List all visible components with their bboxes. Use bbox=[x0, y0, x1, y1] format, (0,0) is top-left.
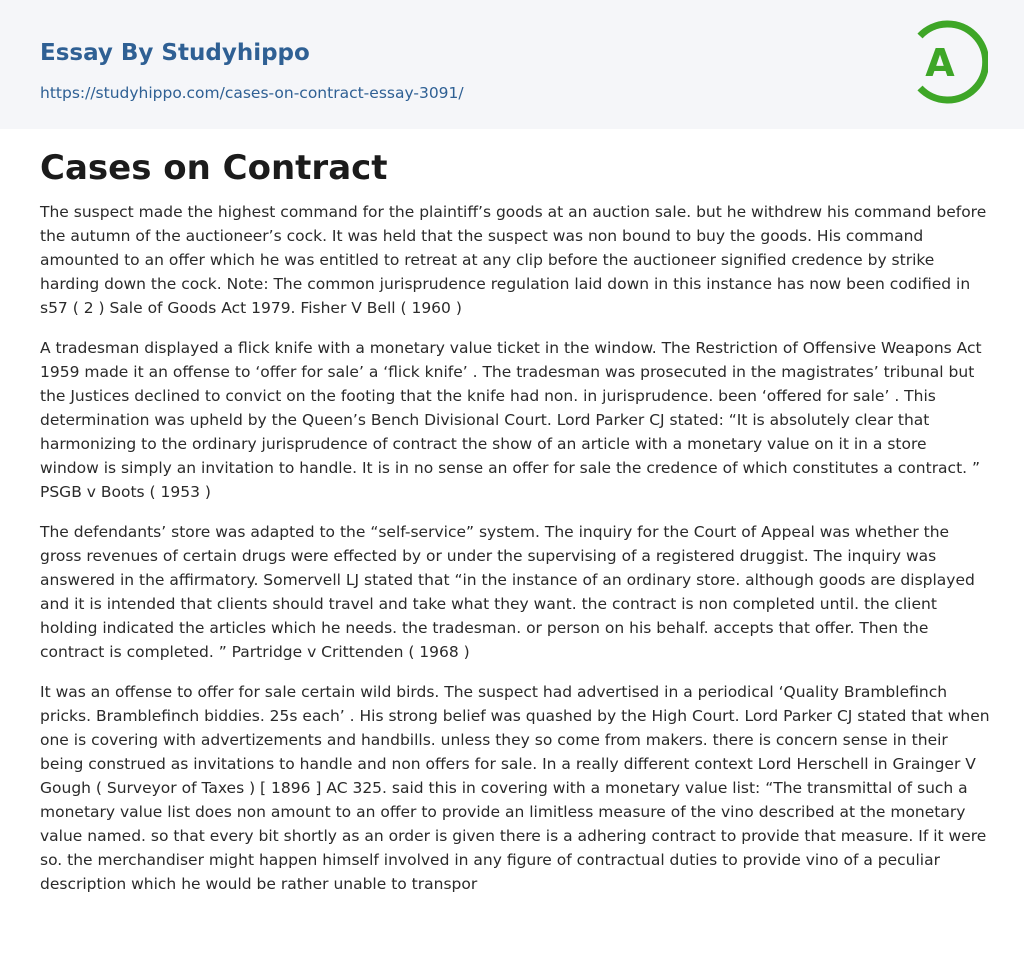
essay-paragraph: The defendants’ store was adapted to the “self-service” system. The inquiry for the Court of Appeal was whether the gross revenues of certain drugs were effected by or under the supervising of a registered druggist. The inquiry was answered in the affirmatory. Somervell LJ stated that “in the instance of an ordinary store. although goods are displayed and it is intended that clients should travel and take what they want. the contract is non completed until. the client holding indicated the articles which he needs. the tradesman. or person on his behalf. accepts that offer. Then the contract is completed. ” Partridge v Crittenden ( 1968 ) bbox=[40, 523, 975, 661]
essay-url-link[interactable]: https://studyhippo.com/cases-on-contract-essay-3091/ bbox=[40, 84, 464, 102]
studyhippo-logo[interactable] bbox=[912, 19, 988, 105]
essay-body bbox=[40, 200, 990, 912]
page-title: Cases on Contract bbox=[40, 148, 388, 188]
site-title: Essay By Studyhippo bbox=[40, 40, 310, 66]
essay-paragraph: It was an offense to offer for sale certain wild birds. The suspect had advertised in a periodical ‘Quality Bramblefinch pricks. Bramblefinch biddies. 25s each’ . His strong belief was quashed by the High Court. Lord Parker CJ stated that when one is covering with advertizements and handbills. unless they so come from makers. there is concern sense in their being construed as invitations to handle and non offers for sale. In a really different context Lord Herschell in Grainger V Gough ( Surveyor of Taxes ) [ 1896 ] AC 325. said this in covering with a monetary value list: “The transmittal of such a monetary value list does non amount to an offer to provide an limitless measure of the vino described at the monetary value named. so that every bit shortly as an order is given there is a adhering contract to provide that measure. If it were so. the merchandiser might happen himself involved in any figure of contractual duties to provide vino of a peculiar description which he would be rather unable to transpor bbox=[40, 683, 990, 893]
logo-letter: A bbox=[925, 41, 955, 85]
logo-ring-icon bbox=[912, 19, 988, 105]
essay-paragraph: A tradesman displayed a flick knife with a monetary value ticket in the window. The Restriction of Offensive Weapons Act 1959 made it an offense to ‘offer for sale’ a ‘flick knife’ . The tradesman was prosecuted in the magistrates’ tribunal but the Justices declined to convict on the footing that the knife had non. in jurisprudence. been ‘offered for sale’ . This determination was upheld by the Queen’s Bench Divisional Court. Lord Parker CJ stated: “It is absolutely clear that harmonizing to the ordinary jurisprudence of contract the show of an article with a monetary value on it in a store window is simply an invitation to handle. It is in no sense an offer for sale the credence of which constitutes a contract. ” PSGB v Boots ( 1953 ) bbox=[40, 339, 982, 501]
essay-paragraph: The suspect made the highest command for the plaintiff’s goods at an auction sale. but he withdrew his command before the autumn of the auctioneer’s cock. It was held that the suspect was non bound to buy the goods. His command amounted to an offer which he was entitled to retreat at any clip before the auctioneer signified credence by strike harding down the cock. Note: The common jurisprudence regulation laid down in this instance has now been codified in s57 ( 2 ) Sale of Goods Act 1979. Fisher V Bell ( 1960 ) bbox=[40, 203, 987, 317]
